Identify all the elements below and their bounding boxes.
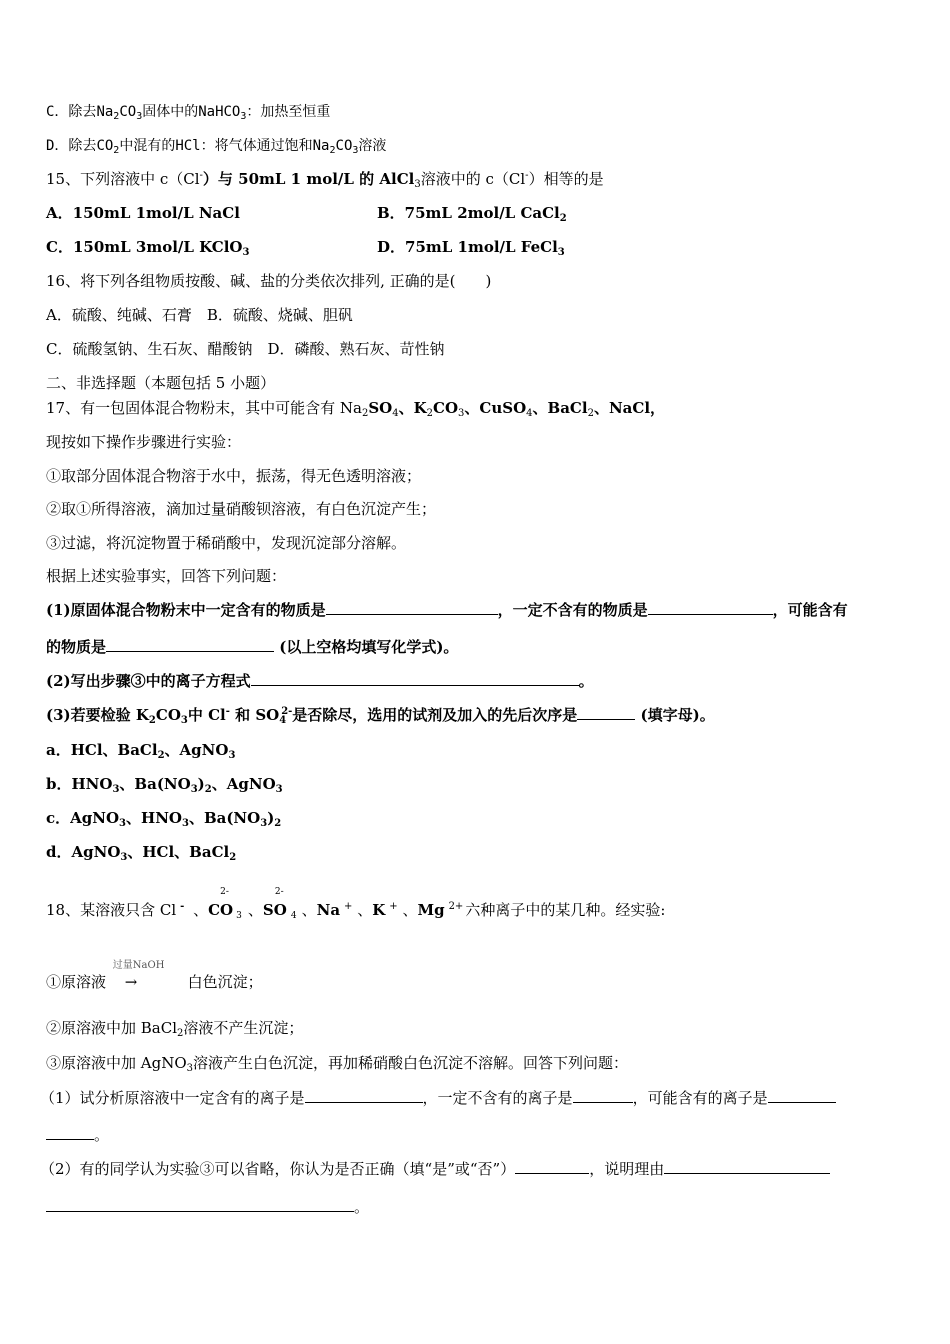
q15-option-d: D．75mL 1mol/L FeCl$_3$ [377,238,565,258]
q18-blank-reason[interactable] [664,1158,830,1174]
q17-option-a: a．HCl、BaCl$_2$、AgNO$_3$ [46,741,236,761]
q15-options-cd [46,237,906,257]
q17-part-3: (3)若要检验 $K_2CO_3$中 Cl- 和 $SO_4^{2-}$是否除尽，选用的试剂及加入的先后次序是 (填字母)。 [46,706,715,726]
q18-part-1: （1）试分析原溶液中一定含有的离子是 ，一定不含有的离子是 ，可能含有的离子是 [40,1087,836,1108]
q17-option-b: b．$HNO_3$、$Ba(NO_3)_2$、AgNO$_3$ [46,775,283,795]
q18-blank-possible-cont[interactable] [46,1124,94,1140]
q17-ask: 根据上述实验事实，回答下列问题： [46,567,287,585]
section-heading: 二、非选择题（本题包括 5 小题） [46,374,276,392]
q17-part-1-cont: 的物质是 (以上空格均填写化学式)。 [46,638,459,656]
q14-option-d: D．除去$CO_2$中混有的HCl：将气体通过饱和$Na_2CO_3$溶液 [46,138,387,156]
q17-part-1: (1)原固体混合物粉末中一定含有的物质是 ，一定不含有的物质是 ，可能含有 [46,601,848,619]
q17-blank-order[interactable] [577,704,635,720]
q17-step-2: ②取①所得溶液，滴加过量硝酸钡溶液，有白色沉淀产生； [46,500,437,518]
q17-intro: 现按如下操作步骤进行实验： [46,433,242,451]
q18-blank-certain[interactable] [305,1087,423,1103]
q17-blank-equation[interactable] [251,670,579,686]
q16-options-cd: C．硫酸氢钠、生石灰、醋酸钠 D．磷酸、熟石灰、苛性钠 [46,340,445,358]
q15-option-c: C．150mL 3mol/L KClO$_3$ [46,238,250,258]
q18-exp-3: ③原溶液中加 AgNO$_3$溶液产生白色沉淀，再加稀硝酸白色沉淀不溶解。回答下列问题： [46,1054,629,1074]
q17-step-1: ①取部分固体混合物溶于水中，振荡，得无色透明溶液； [46,467,422,485]
q18-blank-possible[interactable] [768,1087,836,1103]
q18-part-2: （2）有的同学认为实验③可以省略，你认为是否正确（填“是”或“否”） ，说明理由 [40,1158,830,1179]
q17-part-2: (2)写出步骤③中的离子方程式 。 [46,672,594,690]
q17-option-d: d．AgNO$_3$、HCl、BaCl$_2$ [46,843,237,863]
q18-blank-absent[interactable] [573,1087,633,1103]
q17-stem: 17、有一包固体混合物粉末，其中可能含有 $Na_2SO_4$、$K_2CO_3$、CuSO$_4$、BaCl$_2$、NaCl， [46,399,666,419]
reaction-arrow: → [124,973,138,991]
q17-blank-absent[interactable] [648,599,773,615]
q18-stem: 18、某溶液只含 Cl - 、CO 2- 3 、SO 2- 4 、Na + 、K + 、Mg $^{2+}$ 六种离子中的某几种。经实验: [46,887,666,921]
q16-stem: 16、将下列各组物质按酸、碱、盐的分类依次排列, 正确的是( ) [46,272,492,290]
q18-part-2-cont: 。 [46,1196,369,1217]
q18-exp-2: ②原溶液中加 BaCl$_2$溶液不产生沉淀； [46,1019,304,1039]
reaction-condition: 过量NaOH [112,960,165,971]
q15-stem: 15、下列溶液中 c（Cl-）与 50mL 1 mol/L 的 AlCl$_3$溶液中的 c（Cl-）相等的是 [46,170,604,190]
q17-blank-possible[interactable] [106,636,274,652]
q15-option-a: A．150mL 1mol/L NaCl [46,204,240,222]
q17-option-c: c．AgNO$_3$、$HNO_3$、$Ba(NO_3)_2$ [46,809,282,829]
q18-exp-1: ①原溶液 过量NaOH → 白色沉淀； [46,972,263,992]
q15-option-b: B．75mL 2mol/L CaCl$_2$ [377,204,567,224]
q18-part-1-cont: 。 [46,1124,109,1145]
q17-step-3: ③过滤，将沉淀物置于稀硝酸中，发现沉淀部分溶解。 [46,534,407,552]
q15-options-ab [46,203,906,223]
q16-options-ab: A．硫酸、纯碱、石膏 B．硫酸、烧碱、胆矾 [46,306,353,324]
q14-option-c: C．除去$Na_2CO_3$固体中的NaHCO$_3$：加热至恒重 [46,104,331,122]
q18-blank-judgement[interactable] [515,1158,589,1174]
q17-blank-certain[interactable] [326,599,498,615]
q18-blank-reason-cont[interactable] [46,1196,354,1212]
